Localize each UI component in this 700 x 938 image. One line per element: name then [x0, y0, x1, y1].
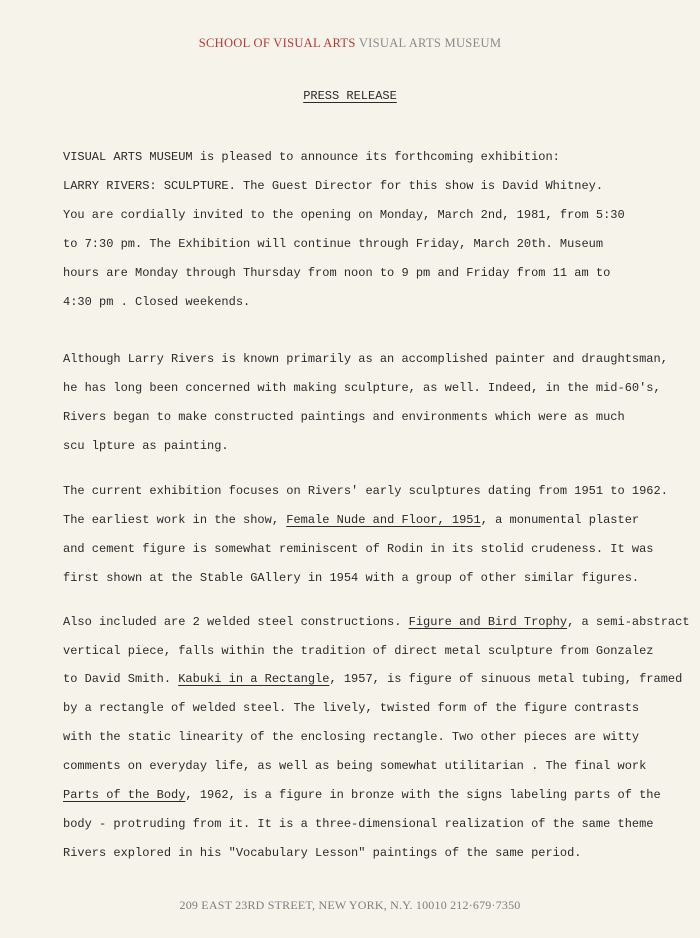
text-segment: , a semi-abstract: [567, 615, 690, 629]
text-segment: Also included are 2 welded steel constructions.: [63, 615, 409, 629]
text-segment: , 1957, is figure of sinuous metal tubing, framed: [329, 672, 683, 686]
text-line: to 7:30 pm. The Exhibition will continue through Friday, March 20th. Museum: [63, 237, 604, 251]
text-segment: The earliest work in the show,: [63, 513, 287, 527]
text-line: first shown at the Stable GAllery in 1954 with a group of other similar figures.: [63, 571, 640, 585]
press-release-heading: PRESS RELEASE: [303, 89, 397, 103]
text-line: [63, 788, 661, 802]
artwork-title-female-nude: Female Nude and Floor, 1951: [286, 513, 481, 527]
text-line: with the static linearity of the enclosing rectangle. Two other pieces are witty: [63, 730, 640, 744]
text-line: LARRY RIVERS: SCULPTURE. The Guest Director for this show is David Whitney.: [63, 179, 604, 193]
artwork-title-parts-of-body: Parts of the Body: [63, 788, 186, 802]
text-line: The current exhibition focuses on Rivers' early sculptures dating from 1951 to 1962.: [63, 484, 668, 498]
text-line: [63, 672, 682, 686]
text-line: vertical piece, falls within the tradition of direct metal sculpture from Gonzalez: [63, 644, 654, 658]
text-line: he has long been concerned with making sculpture, as well. Indeed, in the mid-60's,: [63, 381, 661, 395]
text-line: scu lpture as painting.: [63, 439, 229, 453]
text-line: body - protruding from it. It is a three-dimensional realization of the same theme: [63, 817, 654, 831]
text-line: Although Larry Rivers is known primarily as an accomplished painter and draughtsman,: [63, 352, 668, 366]
text-line: You are cordially invited to the opening on Monday, March 2nd, 1981, from 5:30: [63, 208, 625, 222]
text-line: and cement figure is somewhat reminiscent of Rodin in its stolid crudeness. It was: [63, 542, 654, 556]
letterhead-museum: VISUAL ARTS MUSEUM: [358, 36, 502, 50]
text-segment: , a monumental plaster: [480, 513, 640, 527]
artwork-title-figure-bird: Figure and Bird Trophy: [408, 615, 568, 629]
text-line: by a rectangle of welded steel. The lively, twisted form of the figure contrasts: [63, 701, 640, 715]
text-line: [63, 513, 639, 527]
text-line: VISUAL ARTS MUSEUM is pleased to announce its forthcoming exhibition:: [63, 150, 560, 164]
text-segment: to David Smith.: [63, 672, 179, 686]
artwork-title-kabuki: Kabuki in a Rectangle: [178, 672, 330, 686]
letterhead-school: SCHOOL OF VISUAL ARTS: [198, 36, 356, 50]
text-segment: , 1962, is a figure in bronze with the signs labeling parts of the: [185, 788, 661, 802]
text-line: [63, 615, 690, 629]
page-title: [0, 89, 700, 103]
letterhead: [0, 36, 700, 51]
text-line: Rivers began to make constructed paintings and environments which were as much: [63, 410, 625, 424]
footer-address: 209 EAST 23RD STREET, NEW YORK, N.Y. 10010 212·679·7350: [179, 898, 521, 912]
text-line: Rivers explored in his "Vocabulary Lesson" paintings of the same period.: [63, 846, 582, 860]
text-line: hours are Monday through Thursday from noon to 9 pm and Friday from 11 am to: [63, 266, 611, 280]
text-line: 4:30 pm . Closed weekends.: [63, 295, 251, 309]
text-line: comments on everyday life, as well as being somewhat utilitarian . The final work: [63, 759, 647, 773]
